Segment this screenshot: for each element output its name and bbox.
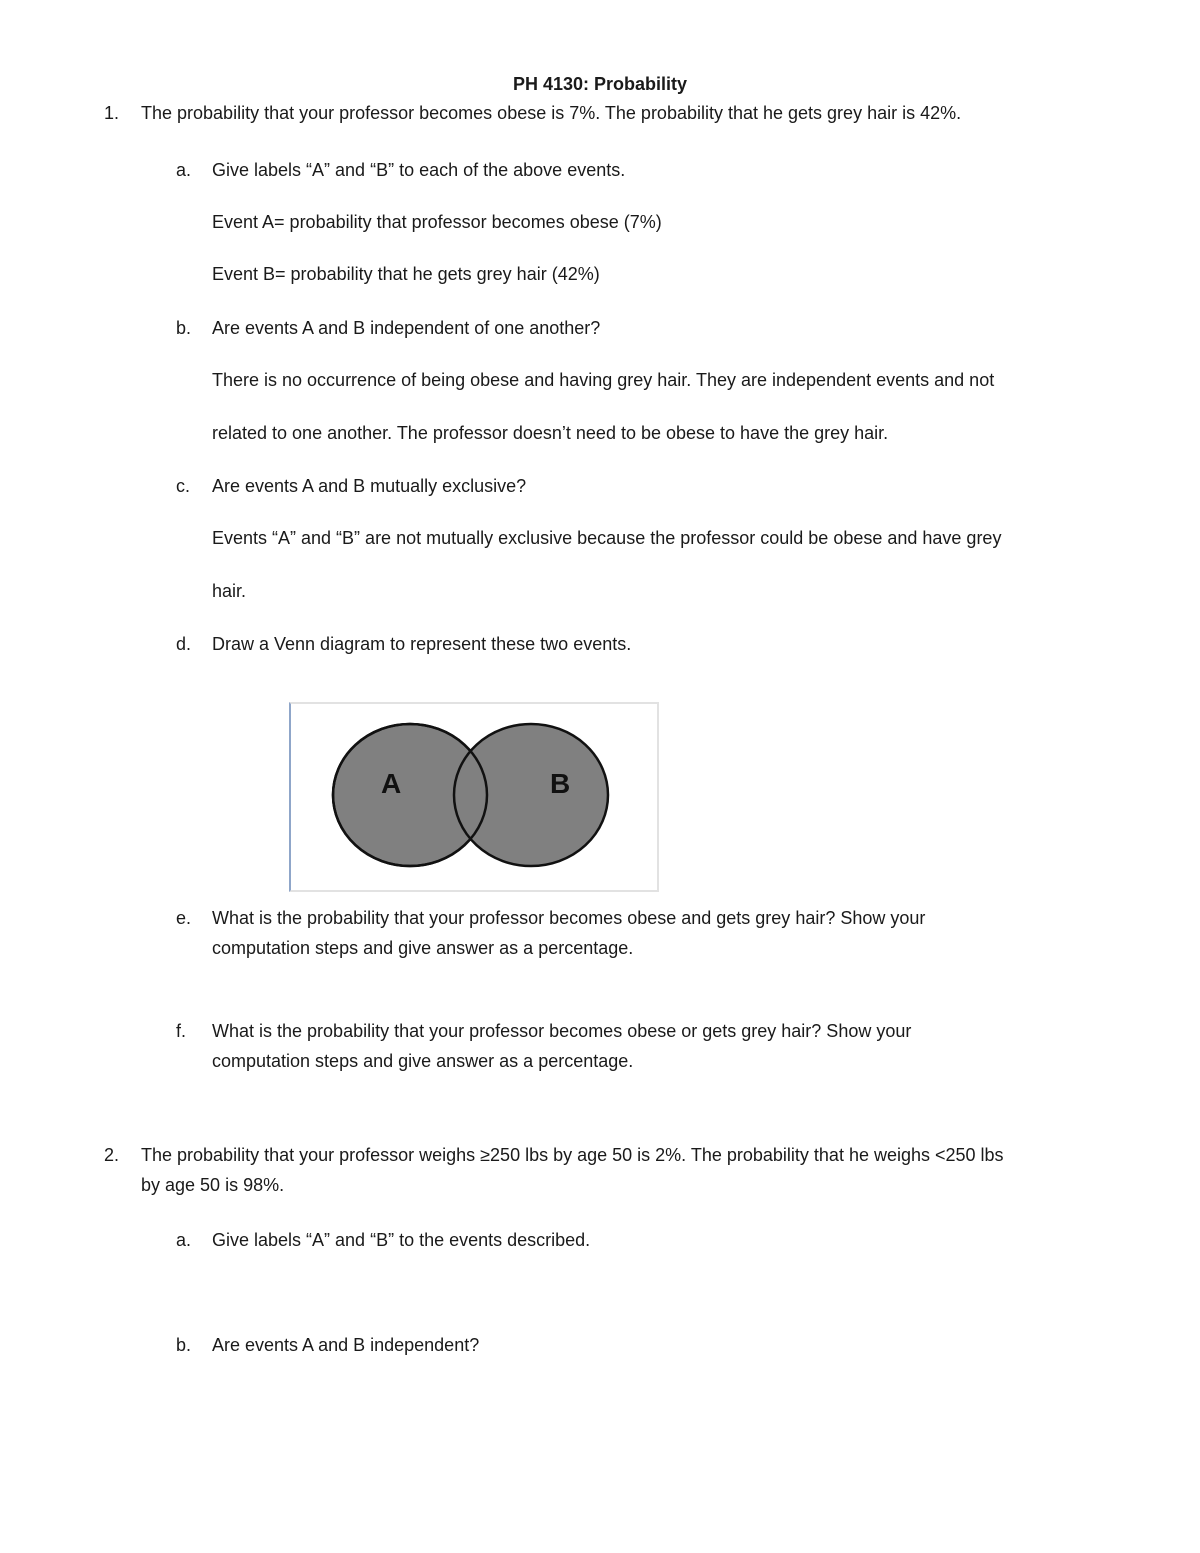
q1e-line1: What is the probability that your professor becomes obese and gets grey hair? Show your [212, 908, 926, 928]
q2-number: 2. [104, 1145, 120, 1165]
document-title: PH 4130: Probability [512, 74, 688, 94]
q2b-letter: b. [176, 1335, 192, 1355]
venn-circle-b [454, 724, 608, 866]
q1b-letter: b. [176, 318, 192, 338]
q1b-answer-line1: There is no occurrence of being obese and having grey hair. They are independent events and not [212, 370, 995, 390]
q1b-question: Are events A and B independent of one another? [212, 318, 601, 338]
q1c-answer-line1: Events “A” and “B” are not mutually exclusive because the professor could be obese and have grey [212, 528, 1002, 548]
q1a-answer-line2: Event B= probability that he gets grey hair (42%) [212, 264, 600, 284]
q1a-question: Give labels “A” and “B” to each of the above events. [212, 160, 626, 180]
q1-text: The probability that your professor becomes obese is 7%. The probability that he gets grey hair is 42%. [141, 103, 962, 123]
q1d-letter: d. [176, 634, 192, 654]
q1f-line1: What is the probability that your professor becomes obese or gets grey hair? Show your [212, 1021, 912, 1041]
q2-line2: by age 50 is 98%. [141, 1175, 285, 1195]
q1d-question: Draw a Venn diagram to represent these two events. [212, 634, 632, 654]
venn-diagram [289, 702, 659, 892]
q1f-line2: computation steps and give answer as a percentage. [212, 1051, 634, 1071]
q1a-letter: a. [176, 160, 192, 180]
q1b-answer-line2: related to one another. The professor doesn’t need to be obese to have the grey hair. [212, 423, 889, 443]
q2a-letter: a. [176, 1230, 192, 1250]
q2b-question: Are events A and B independent? [212, 1335, 480, 1355]
q1-number: 1. [104, 103, 120, 123]
q2-line1: The probability that your professor weighs ≥250 lbs by age 50 is 2%. The probability that he weighs <250 lbs [141, 1145, 1004, 1165]
q1c-letter: c. [176, 476, 191, 496]
q2a-question: Give labels “A” and “B” to the events described. [212, 1230, 591, 1250]
q1a-answer-line1: Event A= probability that professor becomes obese (7%) [212, 212, 662, 232]
q1e-line2: computation steps and give answer as a percentage. [212, 938, 634, 958]
venn-svg [291, 704, 657, 890]
q1e-letter: e. [176, 908, 192, 928]
venn-label-b: B [550, 768, 571, 799]
q1f-letter: f. [176, 1021, 187, 1041]
q1c-question: Are events A and B mutually exclusive? [212, 476, 527, 496]
q1c-answer-line2: hair. [212, 581, 247, 601]
venn-label-a: A [381, 768, 402, 799]
